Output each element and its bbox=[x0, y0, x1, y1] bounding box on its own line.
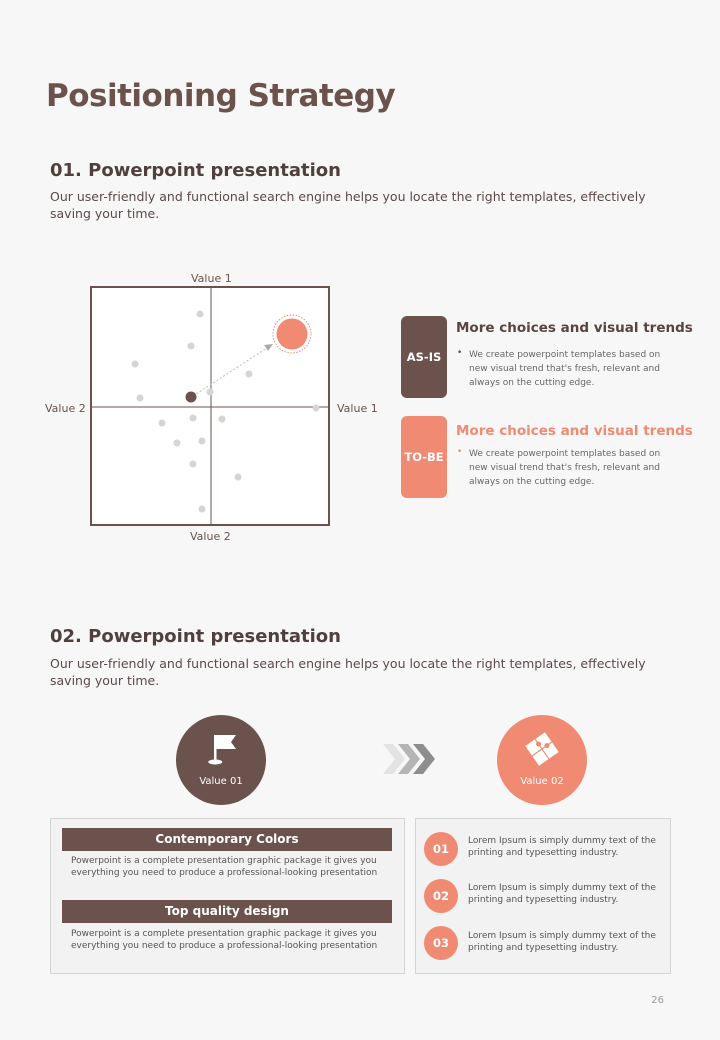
matrix-right-label: Value 1 bbox=[337, 402, 378, 415]
matrix-dot bbox=[132, 361, 139, 368]
as-is-tag: AS-IS bbox=[401, 316, 447, 398]
matrix-dot bbox=[137, 395, 144, 402]
matrix-dot bbox=[199, 506, 206, 513]
left-box-item-title: Contemporary Colors bbox=[62, 828, 392, 851]
to-be-heading: More choices and visual trends bbox=[456, 423, 693, 439]
page-title: Positioning Strategy bbox=[46, 78, 396, 114]
as-is-point bbox=[186, 392, 197, 403]
puzzle-icon bbox=[523, 730, 561, 768]
step-number: 01 bbox=[424, 832, 458, 866]
to-be-tag: TO-BE bbox=[401, 416, 447, 498]
as-is-heading: More choices and visual trends bbox=[456, 320, 693, 336]
positioning-matrix bbox=[90, 286, 330, 526]
section1-heading: 01. Powerpoint presentation bbox=[50, 160, 341, 181]
matrix-dot bbox=[199, 438, 206, 445]
left-info-box bbox=[50, 818, 405, 974]
matrix-arrow bbox=[193, 346, 270, 396]
as-is-text: We create powerpoint templates based on new visual trend that's fresh, relevant and always on the cutting edge. bbox=[469, 350, 661, 388]
section1-text: Our user-friendly and functional search engine helps you locate the right templates, effectively saving your time. bbox=[50, 189, 646, 221]
to-be-point bbox=[277, 319, 308, 350]
to-be-text: We create powerpoint templates based on new visual trend that's fresh, relevant and always on the cutting edge. bbox=[469, 449, 661, 487]
right-info-box bbox=[415, 818, 671, 974]
left-box-item-text: Powerpoint is a complete presentation graphic package it gives you everything you need to produce a professional-looking presentation bbox=[71, 856, 378, 878]
matrix-dot bbox=[246, 371, 253, 378]
matrix-dot bbox=[235, 474, 242, 481]
matrix-top-label: Value 1 bbox=[191, 272, 232, 285]
matrix-dot bbox=[188, 343, 195, 350]
matrix-dot bbox=[174, 440, 181, 447]
step-number: 02 bbox=[424, 879, 458, 913]
step-number: 03 bbox=[424, 926, 458, 960]
page-number: 26 bbox=[651, 995, 664, 1006]
value02-label: Value 02 bbox=[520, 776, 564, 787]
value01-label: Value 01 bbox=[199, 776, 243, 787]
matrix-dot bbox=[190, 415, 197, 422]
matrix-dot bbox=[313, 405, 320, 412]
left-box-item-text: Powerpoint is a complete presentation graphic package it gives you everything you need to produce a professional-looking presentation bbox=[71, 929, 378, 951]
bullet-icon: • bbox=[457, 348, 463, 358]
matrix-dot bbox=[197, 311, 204, 318]
step-text: Lorem Ipsum is simply dummy text of the printing and typesetting industry. bbox=[468, 836, 656, 858]
matrix-dot bbox=[190, 461, 197, 468]
value02-circle bbox=[497, 715, 587, 805]
matrix-bottom-label: Value 2 bbox=[190, 530, 231, 543]
step-text: Lorem Ipsum is simply dummy text of the printing and typesetting industry. bbox=[468, 883, 656, 905]
section2-heading: 02. Powerpoint presentation bbox=[50, 626, 341, 647]
step-text: Lorem Ipsum is simply dummy text of the printing and typesetting industry. bbox=[468, 931, 656, 953]
chevron-arrows-icon bbox=[383, 744, 437, 774]
matrix-dot bbox=[159, 420, 166, 427]
left-box-item-title: Top quality design bbox=[62, 900, 392, 923]
section2-text: Our user-friendly and functional search engine helps you locate the right templates, effectively saving your time. bbox=[50, 656, 646, 688]
value01-circle bbox=[176, 715, 266, 805]
flag-icon bbox=[206, 731, 238, 767]
matrix-dot bbox=[219, 416, 226, 423]
matrix-arrow-head bbox=[264, 344, 273, 351]
matrix-left-label: Value 2 bbox=[45, 402, 86, 415]
bullet-icon: • bbox=[457, 447, 463, 457]
matrix-dot bbox=[207, 389, 214, 396]
